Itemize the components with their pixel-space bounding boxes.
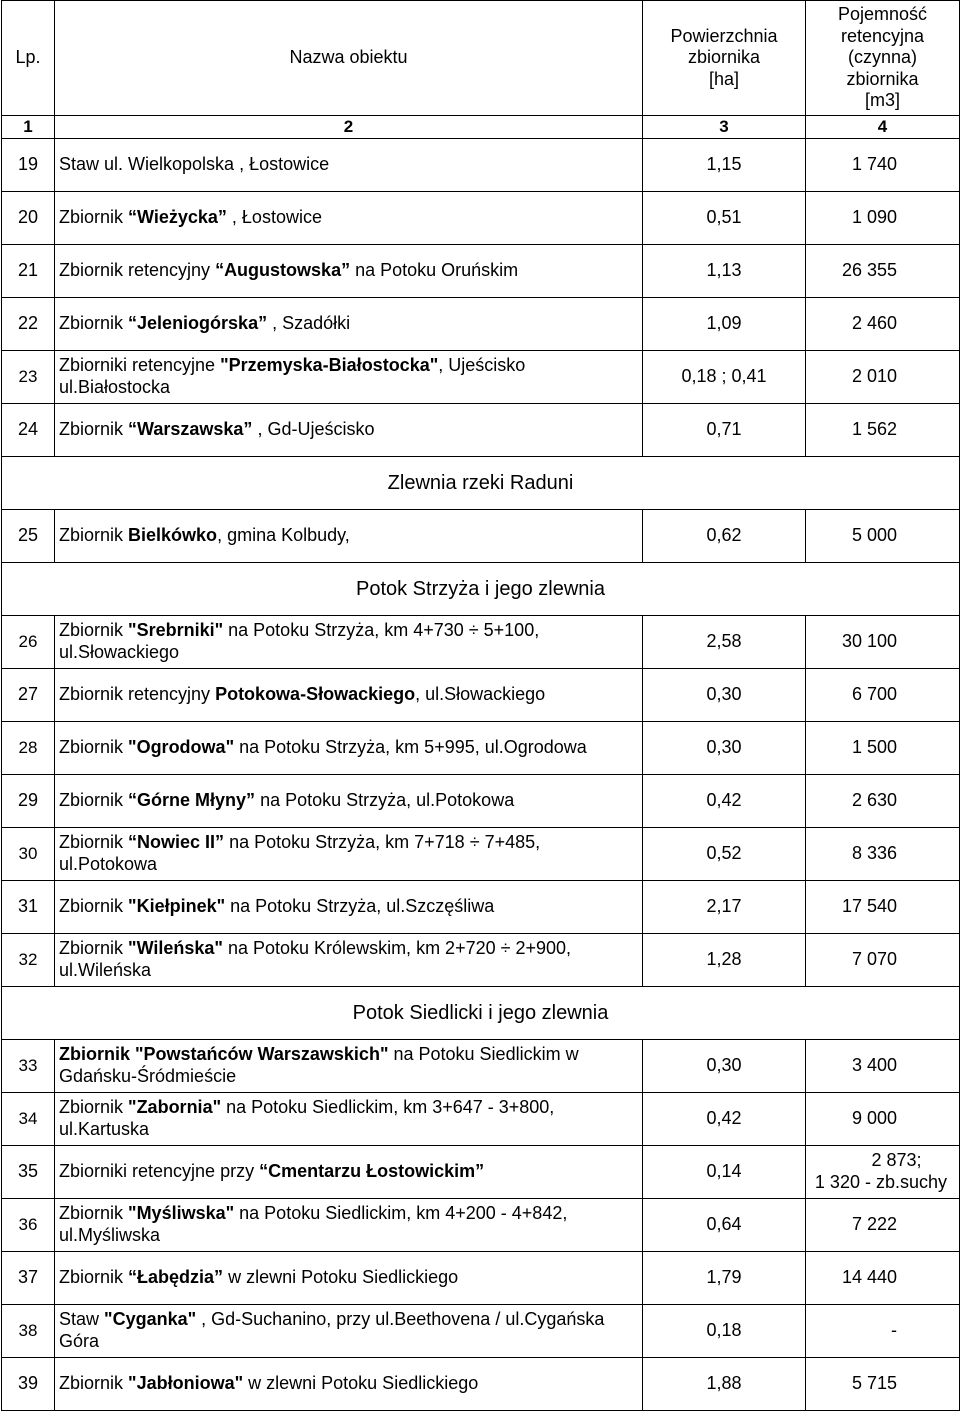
row-volume: 1 562 (806, 404, 960, 457)
row-lp: 35 (2, 1146, 55, 1199)
name-part: Zbiornik (59, 313, 129, 334)
table-row (2, 934, 960, 987)
name-bold: “Warszawska” (128, 419, 253, 440)
section-row (2, 563, 960, 616)
name-bold: “Augustowska” (215, 260, 351, 281)
row-volume: 17 540 (806, 881, 960, 934)
row-lp: 36 (2, 1199, 55, 1252)
name-part: Zbiornik (59, 1267, 129, 1288)
row-volume: 26 355 (806, 245, 960, 298)
header-lp: Lp. (2, 1, 55, 116)
table-row (2, 245, 960, 298)
table-row (2, 1093, 960, 1146)
row-lp: 27 (2, 669, 55, 722)
row-area: 1,88 (643, 1358, 806, 1411)
name-part: Zbiornik (59, 620, 129, 641)
name-part: na Potoku Siedlickim, km 3+647 - 3+800, ul.Kartuska (59, 1097, 555, 1139)
row-name: Staw ul. Wielkopolska , Łostowice (55, 139, 643, 192)
name-part: Zbiornik retencyjny (59, 260, 216, 281)
row-lp: 33 (2, 1040, 55, 1093)
row-lp: 19 (2, 139, 55, 192)
row-volume: 7 222 (806, 1199, 960, 1252)
table-row (2, 1146, 960, 1199)
header-volume-line: zbiornika (846, 68, 919, 89)
name-part: na Potoku Królewskim, km 2+720 ÷ 2+900, ul.Wileńska (59, 938, 572, 980)
row-volume: 9 000 (806, 1093, 960, 1146)
row-lp: 31 (2, 881, 55, 934)
name-bold: “Cmentarzu Łostowickim” (259, 1161, 485, 1182)
table-header-row (2, 1, 960, 116)
header-volume-line: (czynna) (847, 47, 918, 68)
row-name (55, 298, 643, 351)
row-lp: 26 (2, 616, 55, 669)
column-number-row (2, 116, 960, 139)
name-bold: "Ogrodowa" (128, 737, 235, 758)
row-area: 0,64 (643, 1199, 806, 1252)
name-bold: Bielkówko (128, 525, 218, 546)
row-lp: 25 (2, 510, 55, 563)
table-row (2, 722, 960, 775)
name-part: , Łostowice (226, 207, 322, 228)
section-row (2, 987, 960, 1040)
table-row (2, 510, 960, 563)
reservoir-table (1, 0, 960, 1411)
table-row (2, 775, 960, 828)
row-name (55, 934, 643, 987)
name-part: Zbiornik (59, 790, 129, 811)
row-lp: 20 (2, 192, 55, 245)
row-lp: 21 (2, 245, 55, 298)
row-lp: 22 (2, 298, 55, 351)
header-name: Nazwa obiektu (55, 1, 643, 116)
name-part: Zbiornik (59, 938, 129, 959)
row-lp: 29 (2, 775, 55, 828)
row-volume: 6 700 (806, 669, 960, 722)
table-row (2, 404, 960, 457)
header-area (643, 1, 806, 116)
row-name (55, 828, 643, 881)
row-volume: 5 000 (806, 510, 960, 563)
table-row (2, 1040, 960, 1093)
name-bold: “Nowiec II” (128, 832, 225, 853)
name-bold: "Jabłoniowa" (128, 1373, 244, 1394)
row-area: 0,42 (643, 775, 806, 828)
column-number: 1 (2, 116, 55, 139)
name-part: Zbiornik (59, 1373, 129, 1394)
name-bold: "Przemyska-Białostocka" (220, 355, 439, 376)
name-bold: “Wieżycka” (128, 207, 227, 228)
name-part: Staw (59, 1309, 105, 1330)
row-name (55, 1199, 643, 1252)
header-area-line: [ha] (708, 68, 740, 89)
row-name (55, 669, 643, 722)
row-area: 0,51 (643, 192, 806, 245)
name-part: , ul.Słowackiego (415, 684, 546, 705)
name-part: , Gd-Ujeścisko (252, 419, 375, 440)
table-row (2, 669, 960, 722)
row-area: 0,52 (643, 828, 806, 881)
table-row (2, 192, 960, 245)
name-bold: Zbiornik "Powstańców Warszawskich" (59, 1044, 389, 1065)
table-row (2, 1199, 960, 1252)
row-name (55, 404, 643, 457)
row-lp: 30 (2, 828, 55, 881)
name-part: , Ujeścisko ul.Białostocka (59, 355, 526, 397)
header-area-line: zbiornika (687, 47, 761, 68)
name-part: , Gd-Suchanino, przy ul.Beethovena / ul.Cygańska Góra (59, 1309, 605, 1351)
row-area: 0,18 (643, 1305, 806, 1358)
row-name (55, 616, 643, 669)
name-part: Zbiornik (59, 737, 129, 758)
row-area: 1,15 (643, 139, 806, 192)
row-area: 0,62 (643, 510, 806, 563)
name-bold: "Cyganka" (104, 1309, 197, 1330)
name-part: na Potoku Strzyża, km 4+730 ÷ 5+100, ul.Słowackiego (59, 620, 540, 662)
row-area: 1,13 (643, 245, 806, 298)
name-bold: "Zabornia" (128, 1097, 222, 1118)
row-area: 0,18 ; 0,41 (643, 351, 806, 404)
name-part: na Potoku Siedlickim w Gdańsku-Śródmieście (59, 1044, 579, 1086)
row-name (55, 722, 643, 775)
row-lp: 37 (2, 1252, 55, 1305)
table-row (2, 616, 960, 669)
table-row (2, 1252, 960, 1305)
row-volume: 1 090 (806, 192, 960, 245)
row-name (55, 775, 643, 828)
row-volume: 7 070 (806, 934, 960, 987)
header-volume-line: retencyjna (840, 25, 925, 46)
row-volume: 2 010 (806, 351, 960, 404)
name-bold: "Kiełpinek" (128, 896, 226, 917)
row-area: 0,30 (643, 669, 806, 722)
section-heading: Potok Strzyża i jego zlewnia (2, 563, 960, 616)
row-volume: 30 100 (806, 616, 960, 669)
name-part: na Potoku Oruńskim (350, 260, 519, 281)
column-number: 3 (643, 116, 806, 139)
name-part: w zlewni Potoku Siedlickiego (223, 1267, 459, 1288)
name-part: Zbiornik retencyjny (59, 684, 216, 705)
header-volume-line: Pojemność (837, 4, 928, 25)
row-name (55, 881, 643, 934)
row-area: 1,28 (643, 934, 806, 987)
name-part: Zbiornik (59, 832, 129, 853)
row-lp: 38 (2, 1305, 55, 1358)
row-volume: 3 400 (806, 1040, 960, 1093)
row-volume-line: 2 873; (871, 1150, 922, 1171)
table-row (2, 1358, 960, 1411)
header-volume-line: [m3] (864, 90, 900, 111)
name-part: Zbiorniki retencyjne przy (59, 1161, 260, 1182)
section-heading: Potok Siedlicki i jego zlewnia (2, 987, 960, 1040)
table-row (2, 1305, 960, 1358)
row-area: 1,79 (643, 1252, 806, 1305)
row-volume: - (806, 1305, 960, 1358)
row-name (55, 1040, 643, 1093)
row-name (55, 192, 643, 245)
row-lp: 28 (2, 722, 55, 775)
name-part: na Potoku Strzyża, ul.Potokowa (255, 790, 515, 811)
name-part: na Potoku Strzyża, km 7+718 ÷ 7+485, ul.Potokowa (59, 832, 541, 874)
row-area: 1,09 (643, 298, 806, 351)
name-part: na Potoku Strzyża, ul.Szczęśliwa (225, 896, 495, 917)
row-area: 0,71 (643, 404, 806, 457)
row-volume-line: 1 320 - zb.suchy (814, 1172, 947, 1192)
name-bold: "Myśliwska" (128, 1203, 235, 1224)
name-part: Zbiornik (59, 1203, 129, 1224)
row-lp: 23 (2, 351, 55, 404)
name-bold: Potokowa-Słowackiego (215, 684, 416, 705)
row-name (55, 245, 643, 298)
row-volume: 14 440 (806, 1252, 960, 1305)
section-row (2, 457, 960, 510)
row-name (55, 1093, 643, 1146)
name-part: na Potoku Siedlickim, km 4+200 - 4+842, ul.Myśliwska (59, 1203, 568, 1245)
row-area: 0,14 (643, 1146, 806, 1199)
row-area: 2,17 (643, 881, 806, 934)
name-bold: “Jeleniogórska” (128, 313, 268, 334)
name-bold: "Wileńska" (128, 938, 223, 959)
name-part: na Potoku Strzyża, km 5+995, ul.Ogrodowa (234, 737, 587, 758)
row-volume: 5 715 (806, 1358, 960, 1411)
row-lp: 39 (2, 1358, 55, 1411)
column-number: 4 (806, 116, 960, 139)
name-part: Zbiornik (59, 896, 129, 917)
row-volume: 1 500 (806, 722, 960, 775)
name-part: Zbiornik (59, 419, 129, 440)
name-part: w zlewni Potoku Siedlickiego (243, 1373, 479, 1394)
name-part: Zbiornik (59, 525, 129, 546)
column-number: 2 (55, 116, 643, 139)
row-name (55, 510, 643, 563)
name-part: Zbiorniki retencyjne (59, 355, 221, 376)
row-area: 2,58 (643, 616, 806, 669)
row-area: 0,42 (643, 1093, 806, 1146)
row-lp: 32 (2, 934, 55, 987)
row-volume: 8 336 (806, 828, 960, 881)
row-lp: 34 (2, 1093, 55, 1146)
row-volume (806, 1146, 960, 1199)
row-name (55, 1146, 643, 1199)
row-area: 0,30 (643, 1040, 806, 1093)
row-lp: 24 (2, 404, 55, 457)
table-row (2, 298, 960, 351)
name-part: , gmina Kolbudy, (217, 525, 350, 546)
table-row (2, 881, 960, 934)
row-volume: 2 630 (806, 775, 960, 828)
name-part: Zbiornik (59, 207, 129, 228)
row-volume: 1 740 (806, 139, 960, 192)
header-volume (806, 1, 960, 116)
table-row (2, 351, 960, 404)
row-volume: 2 460 (806, 298, 960, 351)
row-area: 0,30 (643, 722, 806, 775)
name-bold: “Górne Młyny” (128, 790, 256, 811)
header-area-line: Powierzchnia (670, 25, 778, 46)
row-name (55, 1252, 643, 1305)
table-row (2, 139, 960, 192)
row-name (55, 351, 643, 404)
name-bold: “Łabędzia” (128, 1267, 224, 1288)
section-heading: Zlewnia rzeki Raduni (2, 457, 960, 510)
name-bold: "Srebrniki" (128, 620, 224, 641)
name-part: , Szadółki (267, 313, 351, 334)
table-row (2, 828, 960, 881)
row-name (55, 1305, 643, 1358)
row-name (55, 1358, 643, 1411)
name-part: Zbiornik (59, 1097, 129, 1118)
